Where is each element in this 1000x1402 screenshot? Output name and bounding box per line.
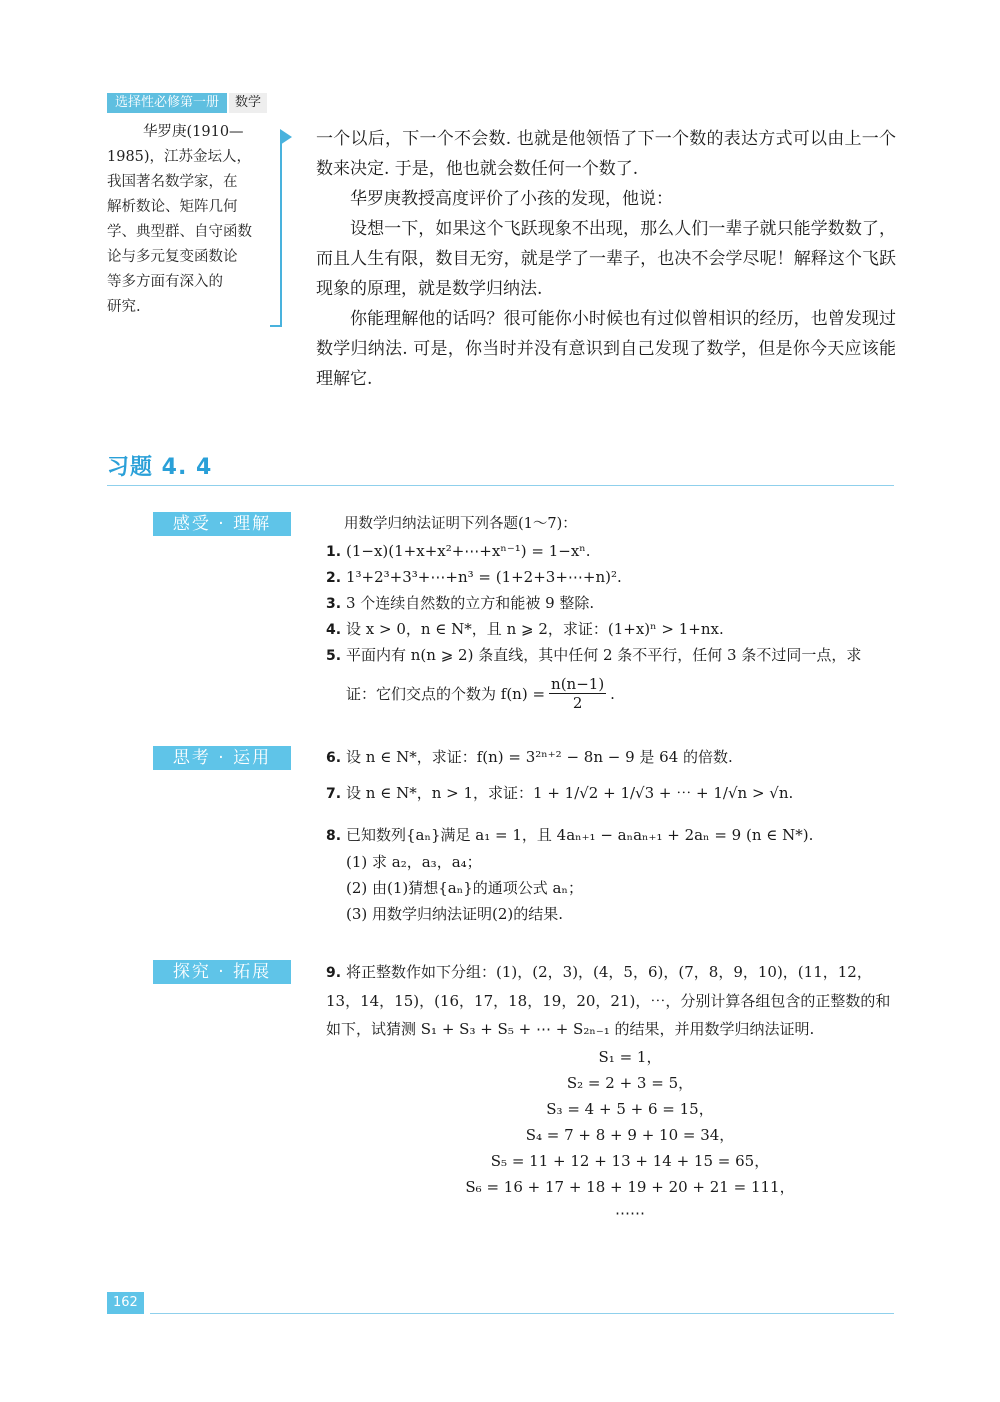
problem bbox=[326, 538, 896, 565]
problem bbox=[326, 822, 896, 927]
side-note-line: 学、典型群、自守函数 bbox=[107, 224, 252, 240]
paragraph: 华罗庚教授高度评价了小孩的发现，他说： bbox=[350, 189, 673, 209]
section-title: 习题 4. 4 bbox=[107, 455, 213, 480]
pointer-arrow-icon bbox=[280, 129, 292, 145]
problem-text: 已知数列{aₙ}满足 a₁ = 1，且 4aₙ₊₁ − aₙaₙ₊₁ + 2aₙ = 9 (n ∈ N*). bbox=[346, 826, 814, 844]
side-note-bracket bbox=[270, 137, 282, 327]
side-note-line: 解析数论、矩阵几何 bbox=[107, 199, 238, 215]
paragraph: 一个以后，下一个不会数. 也就是他领悟了下一个数的表达方式可以由上一个数来决定. 于是，他也就会数任何一个数了. bbox=[316, 129, 896, 179]
problem bbox=[326, 780, 896, 807]
problem-number: 9. bbox=[326, 965, 342, 981]
fraction bbox=[549, 675, 606, 712]
fraction-tail: . bbox=[610, 684, 615, 703]
problem-number: 1. bbox=[326, 544, 342, 560]
page-number: 162 bbox=[107, 1292, 144, 1314]
problem bbox=[326, 590, 896, 617]
section-divider bbox=[107, 485, 894, 486]
sum-line: ⋯⋯ bbox=[615, 1204, 645, 1222]
paragraph: 你能理解他的话吗？很可能你小时候也有过似曾相识的经历，也曾发现过数学归纳法. 可是，你当时并没有意识到自己发现了数学，但是你今天应该能理解它. bbox=[316, 309, 896, 389]
sum-line: S₂ = 2 + 3 = 5， bbox=[566, 1074, 694, 1092]
problem-text: 设 x > 0，n ∈ N*，且 n ⩾ 2，求证：(1+x)ⁿ > 1+nx. bbox=[346, 620, 724, 638]
problem-number: 5. bbox=[326, 648, 342, 664]
side-note-line: 研究. bbox=[107, 299, 141, 315]
main-text bbox=[316, 124, 896, 394]
book-header bbox=[107, 93, 267, 113]
fraction-denominator: 2 bbox=[572, 694, 583, 712]
fraction-numerator: n(n−1) bbox=[551, 675, 605, 693]
problem-text: 设 n ∈ N*，求证：f(n) = 3²ⁿ⁺² − 8n − 9 是 64 的倍数. bbox=[346, 748, 733, 766]
problem-text: 1³+2³+3³+⋯+n³ = (1+2+3+⋯+n)². bbox=[346, 568, 622, 586]
sum-line: S₅ = 11 + 12 + 13 + 14 + 15 = 65， bbox=[490, 1152, 770, 1170]
problem-number: 6. bbox=[326, 750, 342, 766]
problem-number: 3. bbox=[326, 596, 342, 612]
problem-text-continued: 证：它们交点的个数为 f(n) = bbox=[346, 684, 546, 703]
problem bbox=[326, 564, 896, 591]
problem bbox=[326, 958, 896, 1043]
side-note-line: 论与多元复变函数论 bbox=[107, 249, 238, 265]
side-note-line: 华罗庚(1910— bbox=[143, 124, 244, 140]
book-subject: 数学 bbox=[229, 93, 267, 113]
side-note-line: 等多方面有深入的 bbox=[107, 274, 223, 290]
problem-number: 7. bbox=[326, 786, 342, 802]
sub-question: (2) 由(1)猜想{aₙ}的通项公式 aₙ； bbox=[346, 879, 583, 897]
problem-text: 3 个连续自然数的立方和能被 9 整除. bbox=[346, 594, 595, 612]
problem bbox=[326, 642, 896, 712]
sum-line: S₁ = 1， bbox=[598, 1048, 662, 1066]
problem-number: 4. bbox=[326, 622, 342, 638]
problem-number: 2. bbox=[326, 570, 342, 586]
problem-text: 设 n ∈ N*，n > 1，求证：1 + 1/√2 + 1/√3 + ⋯ + 1/√n > √n. bbox=[346, 784, 794, 802]
sum-list bbox=[420, 1044, 840, 1226]
side-note bbox=[107, 120, 272, 320]
sum-line: S₃ = 4 + 5 + 6 = 15， bbox=[546, 1100, 714, 1118]
sub-question: (3) 用数学归纳法证明(2)的结果. bbox=[346, 905, 564, 923]
side-note-line: 1985)，江苏金坛人， bbox=[107, 149, 252, 165]
book-title: 选择性必修第一册 bbox=[107, 93, 227, 113]
paragraph: 设想一下，如果这个飞跃现象不出现，那么人们一辈子就只能学数数了，而且人生有限，数目无穷，就是学了一辈子，也决不会学尽呢！解释这个飞跃现象的原理，就是数学归纳法. bbox=[316, 219, 896, 299]
footer-divider bbox=[150, 1313, 894, 1314]
problem-text: 将正整数作如下分组：(1)，(2，3)，(4，5，6)，(7，8，9，10)，(11，12，13，14，15)，(16，17，18，19，20，21)，⋯，分别计算各组包含的正整数的和如下，试猜测 S₁ + S₃ + S₅ + ⋯ + S₂ₙ₋₁ 的结果，并用数学归纳法证明. bbox=[326, 963, 891, 1038]
problem-text: 平面内有 n(n ⩾ 2) 条直线，其中任何 2 条不平行，任何 3 条不过同一点，求 bbox=[346, 646, 862, 664]
sum-line: S₆ = 16 + 17 + 18 + 19 + 20 + 21 = 111， bbox=[465, 1178, 795, 1196]
problem-number: 8. bbox=[326, 828, 342, 844]
problem bbox=[326, 616, 896, 643]
problem-text: (1−x)(1+x+x²+⋯+xⁿ⁻¹) = 1−xⁿ. bbox=[346, 542, 591, 560]
group-label-explore: 探究 · 拓展 bbox=[153, 960, 291, 984]
group-label-apply: 思考 · 运用 bbox=[153, 746, 291, 770]
group-label-understand: 感受 · 理解 bbox=[153, 512, 291, 536]
sum-line: S₄ = 7 + 8 + 9 + 10 = 34， bbox=[525, 1126, 735, 1144]
sub-question: (1) 求 a₂，a₃，a₄； bbox=[346, 853, 482, 871]
group-intro: 用数学归纳法证明下列各题(1～7)： bbox=[344, 516, 577, 532]
problem bbox=[326, 744, 896, 771]
side-note-line: 我国著名数学家，在 bbox=[107, 174, 238, 190]
